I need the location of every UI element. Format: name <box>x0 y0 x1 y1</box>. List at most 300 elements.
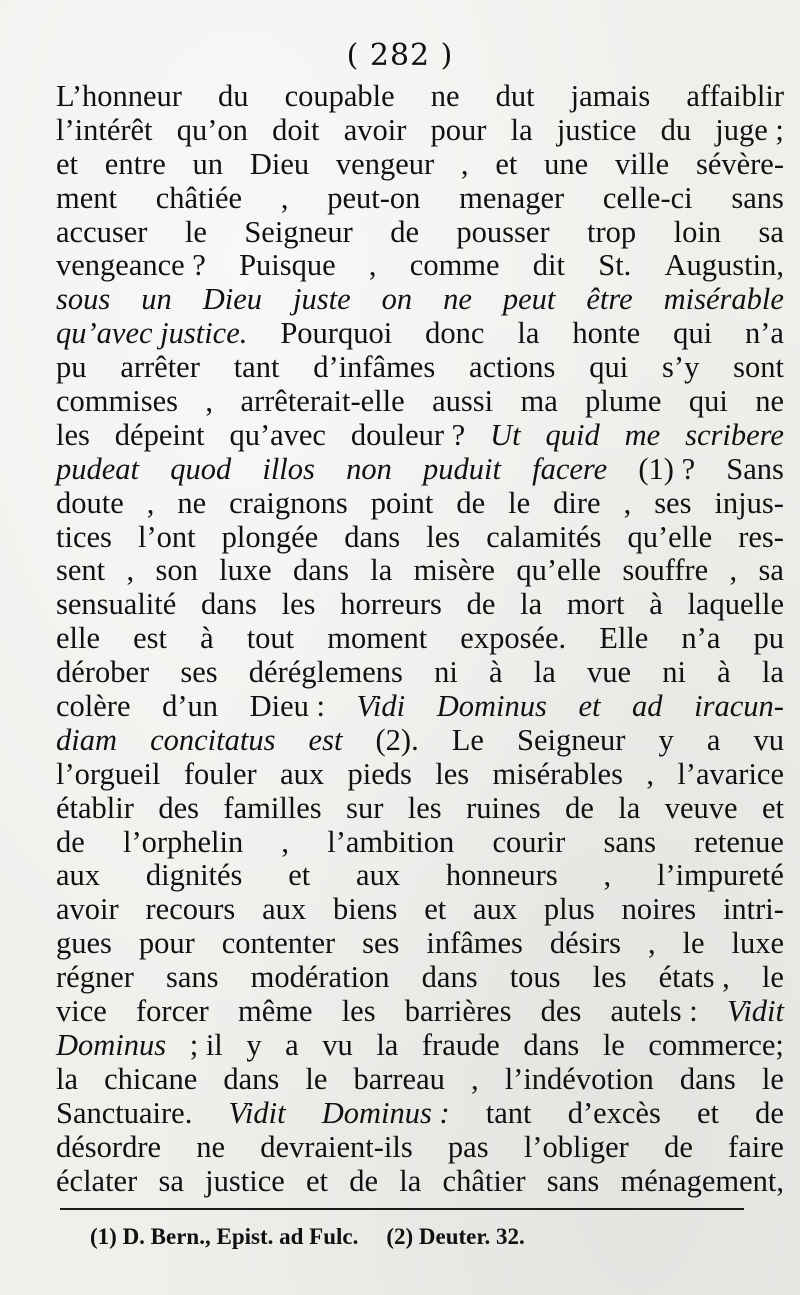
word: les <box>426 519 461 554</box>
word: dérober <box>56 655 150 690</box>
word: arrêterait-elle <box>240 384 405 419</box>
word: de <box>390 214 419 249</box>
word: éclater <box>56 1163 138 1198</box>
word: colère <box>56 689 131 724</box>
word: , <box>623 485 632 520</box>
word: sa <box>758 553 784 588</box>
word: , <box>729 553 738 588</box>
text-line <box>56 1029 784 1063</box>
word: de <box>755 1095 784 1130</box>
text-line <box>56 690 784 724</box>
word: concitatus <box>150 722 276 757</box>
word: avoir <box>343 112 407 147</box>
word: familles <box>223 790 322 825</box>
word: , <box>603 858 612 893</box>
word: sans <box>166 960 219 995</box>
word: pudeat <box>56 451 140 486</box>
text-line <box>56 182 784 216</box>
word: misérable <box>663 282 784 317</box>
word: y <box>658 722 674 757</box>
word: plongée <box>221 519 319 554</box>
word: mort <box>566 587 625 622</box>
word: quod <box>170 451 232 486</box>
text-line <box>56 419 784 453</box>
word: misère <box>413 553 495 588</box>
word: diam <box>56 722 117 757</box>
text-line <box>56 1165 784 1199</box>
word: , <box>281 824 290 859</box>
word: ni <box>662 655 686 690</box>
word: jamais <box>570 79 651 113</box>
text-line <box>56 859 784 893</box>
word: désordre <box>56 1129 162 1164</box>
word: de <box>349 1163 379 1198</box>
text-line <box>56 554 784 588</box>
word: l’impureté <box>656 858 784 893</box>
word: l’obliger <box>523 1129 629 1164</box>
word: Sanctuaire. <box>56 1095 193 1130</box>
word: honte <box>572 316 641 351</box>
word: ne <box>196 1129 226 1164</box>
word: , <box>280 180 289 215</box>
word: d’infâmes <box>313 350 436 385</box>
word: dans <box>201 587 257 622</box>
word: veuve <box>664 790 738 825</box>
word: trop <box>587 214 637 249</box>
word: misérables <box>492 756 623 791</box>
word: plume <box>585 384 662 419</box>
text-line <box>56 148 784 182</box>
word: les <box>281 587 316 622</box>
text-line <box>56 351 784 385</box>
word: sévère- <box>695 146 784 181</box>
word: et <box>288 858 311 893</box>
word: doute <box>56 485 124 520</box>
word: la <box>56 1061 79 1096</box>
word: aux <box>356 858 401 893</box>
word: pousser <box>456 214 550 249</box>
word: arrêter <box>120 350 200 385</box>
word: intri- <box>722 892 784 927</box>
word: comme <box>409 248 500 283</box>
word: le <box>184 214 207 249</box>
word: pour <box>430 112 487 147</box>
word: , <box>368 248 377 283</box>
word: laquelle <box>687 587 784 622</box>
word: craignons <box>229 485 348 520</box>
word: à <box>649 587 663 622</box>
text-line <box>56 724 784 758</box>
word: juste <box>293 282 351 317</box>
word: luxe <box>219 553 272 588</box>
word: ne <box>443 282 472 317</box>
word: aussi <box>432 384 494 419</box>
word: affaiblir <box>686 79 784 113</box>
word: un <box>141 282 172 317</box>
word: plus <box>543 892 595 927</box>
word: ville <box>614 146 670 181</box>
word: le <box>761 960 784 995</box>
word: châtiée <box>155 180 243 215</box>
text-line <box>56 588 784 622</box>
word: ses <box>654 485 692 520</box>
word: à <box>200 621 214 656</box>
word: qui <box>589 350 629 385</box>
word: , <box>146 485 155 520</box>
word: et <box>56 146 79 181</box>
word: ne <box>430 79 460 113</box>
word: St. <box>598 248 632 283</box>
word: de <box>466 587 496 622</box>
text-line <box>56 283 784 317</box>
word: d’excès <box>567 1095 661 1130</box>
word: qu’avec <box>229 417 326 452</box>
word: point <box>370 485 434 520</box>
text-line <box>56 656 784 690</box>
text-line <box>56 1097 784 1131</box>
word: dans <box>679 1061 736 1096</box>
word: Seigneur <box>517 722 626 757</box>
word: un <box>192 146 224 181</box>
text-line <box>56 114 784 148</box>
word: sur <box>346 790 384 825</box>
word: de <box>664 1129 693 1164</box>
word: vue <box>586 655 632 690</box>
word: Dieu : <box>249 689 325 724</box>
word: fouler <box>183 756 257 791</box>
word: même <box>237 994 313 1029</box>
word: une <box>544 146 589 181</box>
word: son <box>155 553 198 588</box>
word: la <box>376 1027 399 1062</box>
word: contenter <box>221 926 336 961</box>
word: Dominus <box>56 1027 167 1062</box>
word: noires <box>621 892 697 927</box>
text-line <box>56 453 784 487</box>
word: actions <box>469 350 556 385</box>
word: Sans <box>726 451 784 486</box>
word: quid <box>545 417 600 452</box>
text-line <box>56 249 784 283</box>
word: vengeance ? <box>56 248 206 283</box>
word: ma <box>520 384 558 419</box>
word: sous <box>56 282 111 317</box>
word: la <box>370 553 393 588</box>
text-line <box>56 995 784 1029</box>
word: ses <box>362 926 400 961</box>
word: de <box>56 824 85 859</box>
word: forcer <box>136 994 209 1029</box>
word: me <box>624 417 661 452</box>
word: l’ambition <box>327 824 455 859</box>
text-line <box>56 487 784 521</box>
word: loin <box>673 214 722 249</box>
word: de <box>456 485 486 520</box>
word: sensualité <box>56 587 177 622</box>
word: déréglemens <box>248 655 403 690</box>
word: aux <box>56 858 101 893</box>
word: dans <box>223 1061 280 1096</box>
word: devraient-ils <box>260 1129 413 1164</box>
word: tout <box>246 621 295 656</box>
word: dans <box>421 960 478 995</box>
word: la <box>399 1163 422 1198</box>
word: doit <box>272 112 320 147</box>
word: vice <box>56 994 107 1029</box>
word: , <box>205 384 214 419</box>
word: , <box>470 1061 479 1096</box>
word: modération <box>250 960 390 995</box>
word: l’intérêt <box>56 112 153 147</box>
word: Vidi <box>356 689 406 724</box>
word: a <box>706 722 721 757</box>
body-text <box>56 80 784 1198</box>
word: à <box>489 655 503 690</box>
word: justice <box>556 112 637 147</box>
word: Le <box>451 722 484 757</box>
word: accuser <box>56 214 148 249</box>
word: res- <box>738 519 784 554</box>
word: régner <box>56 960 134 995</box>
word: iracun- <box>694 689 784 724</box>
word: ne <box>755 384 784 419</box>
word: est <box>308 722 343 757</box>
word: qu’elle <box>516 553 601 588</box>
word: , <box>646 756 654 791</box>
word: aux <box>280 756 325 791</box>
word: tous <box>509 960 561 995</box>
word: entre <box>104 146 166 181</box>
word: chicane <box>104 1061 198 1096</box>
word: dit <box>532 248 565 283</box>
word: dans <box>293 553 349 588</box>
word: recours <box>145 892 236 927</box>
word: Dieu <box>202 282 263 317</box>
word: et <box>495 146 518 181</box>
word: la <box>761 655 784 690</box>
word: tices <box>56 519 112 554</box>
word: exposée. <box>460 621 567 656</box>
word: Augustin, <box>664 248 784 283</box>
word: l’orgueil <box>56 756 161 791</box>
word: facere <box>532 451 608 486</box>
word: , <box>126 553 135 588</box>
word: tant <box>233 350 280 385</box>
word: les <box>435 756 470 791</box>
word: biens <box>332 892 398 927</box>
word: dans <box>344 519 401 554</box>
word: L’honneur <box>56 79 182 113</box>
word: la <box>520 587 543 622</box>
word: le <box>508 485 531 520</box>
word: Elle <box>599 621 649 656</box>
text-line <box>56 893 784 927</box>
text-line <box>56 80 784 114</box>
word: dans <box>523 1027 580 1062</box>
word: les <box>592 960 627 995</box>
word: sans <box>731 180 784 215</box>
word: aux <box>262 892 307 927</box>
word: sa <box>758 214 784 249</box>
footnote-rule <box>60 1208 744 1210</box>
word: illos <box>262 451 315 486</box>
word: tant <box>485 1095 532 1130</box>
word: pu <box>753 621 784 656</box>
word: calamités <box>486 519 602 554</box>
word: commerce; <box>648 1027 784 1062</box>
word: ses <box>180 655 218 690</box>
word: (1) ? <box>638 451 696 486</box>
word: Dominus <box>436 689 547 724</box>
word: ment <box>56 180 117 215</box>
word: Pourquoi <box>280 316 393 351</box>
word: sans <box>603 824 656 859</box>
word: puduit <box>423 451 501 486</box>
word: pu <box>56 350 87 385</box>
word: de <box>565 790 594 825</box>
word: l’avarice <box>677 756 784 791</box>
word: états , <box>658 960 730 995</box>
word: qui <box>673 316 713 351</box>
word: sent <box>56 553 106 588</box>
text-line <box>56 521 784 555</box>
word: l’orphelin <box>122 824 244 859</box>
word: ad <box>632 689 663 724</box>
word: du <box>218 79 249 113</box>
footnote-1: (1) D. Bern., Epist. ad Fulc. <box>90 1224 359 1249</box>
word: ni <box>434 655 458 690</box>
word: Dominus : <box>321 1095 450 1130</box>
word: pas <box>447 1129 489 1164</box>
word: faire <box>728 1129 784 1164</box>
word: aux <box>473 892 518 927</box>
word: Seigneur <box>244 214 353 249</box>
word: peut <box>502 282 556 317</box>
word: pieds <box>347 756 412 791</box>
word: dépeint <box>114 417 205 452</box>
word: sa <box>158 1163 184 1198</box>
word: sans <box>546 1163 600 1198</box>
word: des <box>158 790 199 825</box>
word: qui <box>688 384 728 419</box>
word: horreurs <box>340 587 442 622</box>
word: menager <box>459 180 565 215</box>
word: avoir <box>56 892 119 927</box>
word: vu <box>322 1027 353 1062</box>
word: juge ; <box>715 112 784 147</box>
word: Dieu <box>249 146 310 181</box>
word: à <box>717 655 731 690</box>
word: vengeur <box>335 146 435 181</box>
text-line <box>56 792 784 826</box>
word: ; il <box>189 1027 223 1062</box>
word: établir <box>56 790 134 825</box>
word: (2). <box>375 722 419 757</box>
word: elle <box>56 621 101 656</box>
word: Puisque <box>239 248 336 283</box>
word: luxe <box>731 926 784 961</box>
text-line <box>56 961 784 995</box>
word: et <box>578 689 601 724</box>
text-line <box>56 1131 784 1165</box>
word: coupable <box>284 79 395 113</box>
word: autels : <box>610 994 698 1029</box>
word: donc <box>425 316 485 351</box>
word: celle-ci <box>602 180 693 215</box>
footnote-2: (2) Deuter. 32. <box>386 1224 525 1249</box>
word: n’a <box>745 316 784 351</box>
word: Vidit <box>228 1095 286 1130</box>
word: dire <box>553 485 601 520</box>
word: la <box>517 316 540 351</box>
word: et <box>697 1095 720 1130</box>
word: Vidit <box>726 994 784 1029</box>
word: courir <box>492 824 566 859</box>
word: y <box>246 1027 262 1062</box>
word: désirs <box>549 926 622 961</box>
word: dignités <box>145 858 243 893</box>
page-number: ( 282 ) <box>346 38 454 73</box>
word: commises <box>56 384 178 419</box>
word: le <box>682 926 705 961</box>
word: , <box>647 926 656 961</box>
word: barrières <box>404 994 512 1029</box>
word: honneurs <box>445 858 558 893</box>
word: des <box>540 994 582 1029</box>
word: Ut <box>490 417 521 452</box>
word: gues <box>56 926 112 961</box>
word: et <box>424 892 447 927</box>
word: le <box>761 1061 784 1096</box>
text-line <box>56 385 784 419</box>
word: la <box>618 790 641 825</box>
word: ruines <box>466 790 541 825</box>
text-line <box>56 317 784 351</box>
word: infâmes <box>426 926 523 961</box>
word: injus- <box>714 485 784 520</box>
text-line <box>56 826 784 860</box>
word: moment <box>327 621 428 656</box>
word: fraude <box>421 1027 500 1062</box>
word: est <box>133 621 167 656</box>
word: pour <box>138 926 195 961</box>
word: dut <box>495 79 535 113</box>
word: n’a <box>681 621 721 656</box>
word: le <box>305 1061 328 1096</box>
word: souffre <box>622 553 709 588</box>
word: être <box>586 282 633 317</box>
word: , <box>460 146 469 181</box>
word: et <box>761 790 784 825</box>
text-line <box>56 927 784 961</box>
word: on <box>381 282 413 317</box>
word: du <box>660 112 692 147</box>
word: non <box>346 451 392 486</box>
word: ne <box>177 485 207 520</box>
word: les <box>56 417 90 452</box>
word: qu’on <box>176 112 248 147</box>
footnotes <box>90 1224 525 1250</box>
word: les <box>407 790 442 825</box>
word: les <box>341 994 376 1029</box>
word: d’un <box>162 689 218 724</box>
word: s’y <box>662 350 700 385</box>
word: châtier <box>442 1163 526 1198</box>
text-line <box>56 1063 784 1097</box>
word: a <box>285 1027 299 1062</box>
word: qu’avec justice. <box>56 316 248 351</box>
word: qu’elle <box>627 519 713 554</box>
